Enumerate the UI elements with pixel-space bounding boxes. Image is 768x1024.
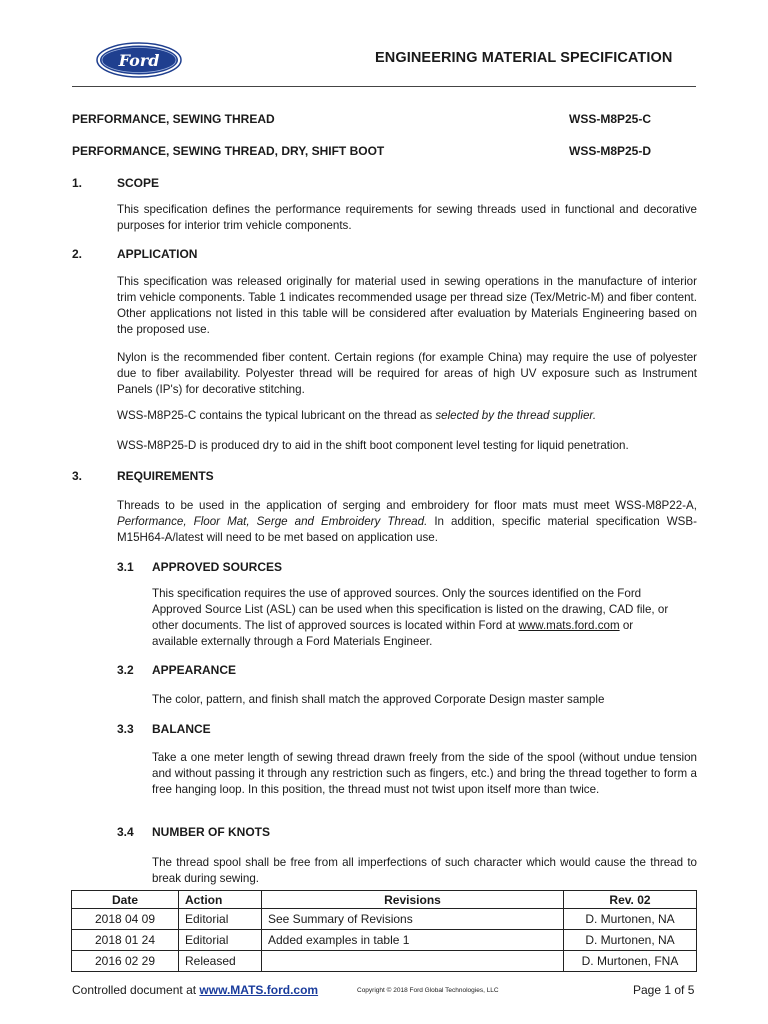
footer-controlled-prefix: Controlled document at: [72, 983, 200, 997]
section-title-scope: SCOPE: [117, 176, 160, 190]
application-paragraph-3: [117, 408, 697, 424]
section-title-application: APPLICATION: [117, 247, 198, 261]
subsection-number-approved-sources: 3.1: [117, 560, 134, 574]
header-date: Date: [72, 891, 179, 909]
spec-title-1: PERFORMANCE, SEWING THREAD: [72, 112, 275, 126]
table-row: [72, 951, 697, 972]
section-number-requirements: 3.: [72, 469, 83, 483]
header-revisions: Revisions: [262, 891, 564, 909]
requirements-text-post: In addition, specific material specification WSB-M15H64-A/latest will need to be met based on application use.: [117, 515, 697, 544]
subsection-title-approved-sources: APPROVED SOURCES: [152, 560, 283, 574]
knots-paragraph: The thread spool shall be free from all imperfections of such character which would cause the thread to break during sewing.: [152, 856, 697, 885]
application-paragraph-2: Nylon is the recommended fiber content. Certain regions (for example China) may require the use of polyester due to fiber availability. Polyester thread will be required for areas of high UV exposure such as Instrument Panels (IP's) for decorative stitching.: [117, 351, 697, 396]
subsection-number-balance: 3.3: [117, 722, 134, 736]
balance-paragraph: Take a one meter length of sewing thread drawn freely from the side of the spool (without undue tension and without passing it through any restriction such as fingers, etc.) and bring the thread together to form a free hanging loop. In this position, the thread must not twist upon itself more than twice.: [152, 751, 697, 796]
section-title-requirements: REQUIREMENTS: [117, 469, 214, 483]
footer-copyright: Copyright © 2018 Ford Global Technologies, LLC: [357, 987, 499, 994]
mats-link[interactable]: www.mats.ford.com: [518, 619, 620, 632]
row-author: D. Murtonen, NA: [564, 930, 697, 951]
application-paragraph-1: This specification was released originally for material used in sewing operations in the manufacture of interior trim vehicle components. Table 1 indicates recommended usage per thread size (Tex/Metric-M) and fiber content. Other applications not listed in this table will be considered after evaluation by Materials Engineering based on the proposed use.: [117, 275, 697, 336]
subsection-title-balance: BALANCE: [152, 722, 211, 736]
ford-logo: [96, 42, 182, 78]
row-author: D. Murtonen, FNA: [564, 951, 697, 972]
row-action: Editorial: [179, 909, 262, 930]
row-action: Editorial: [179, 930, 262, 951]
section-number-application: 2.: [72, 247, 83, 261]
subsection-number-appearance: 3.2: [117, 663, 134, 677]
footer-controlled-document: [72, 983, 318, 997]
subsection-title-appearance: APPEARANCE: [152, 663, 237, 677]
row-description: Added examples in table 1: [262, 930, 564, 951]
subsection-title-knots: NUMBER OF KNOTS: [152, 825, 270, 839]
header-rev: Rev. 02: [564, 891, 697, 909]
requirements-text-emphasis: Performance, Floor Mat, Serge and Embroidery Thread.: [117, 515, 428, 528]
header-divider: [72, 86, 696, 87]
section-number-scope: 1.: [72, 176, 83, 190]
requirements-paragraph: [117, 498, 697, 546]
row-date: 2018 01 24: [72, 930, 179, 951]
requirements-text-pre: Threads to be used in the application of serging and embroidery for floor mats must meet WSS-M8P22-A,: [117, 499, 697, 512]
ford-logo-text: Ford: [118, 51, 160, 70]
spec-title-2: PERFORMANCE, SEWING THREAD, DRY, SHIFT BOOT: [72, 144, 385, 158]
table-row: [72, 930, 697, 951]
row-action: Released: [179, 951, 262, 972]
row-date: 2016 02 29: [72, 951, 179, 972]
revision-table-header: [72, 891, 697, 909]
subsection-number-knots: 3.4: [117, 825, 134, 839]
table-row: [72, 909, 697, 930]
appearance-paragraph: The color, pattern, and finish shall match the approved Corporate Design master sample: [152, 693, 605, 706]
document-type-heading: ENGINEERING MATERIAL SPECIFICATION: [375, 50, 673, 66]
row-date: 2018 04 09: [72, 909, 179, 930]
footer-page-number: Page 1 of 5: [633, 983, 695, 997]
row-author: D. Murtonen, NA: [564, 909, 697, 930]
approved-sources-paragraph: [152, 586, 682, 650]
row-description: See Summary of Revisions: [262, 909, 564, 930]
scope-paragraph: This specification defines the performance requirements for sewing threads used in functional and decorative purposes for interior trim vehicle components.: [117, 203, 697, 232]
application-p3-emphasis: selected by the thread supplier.: [435, 409, 597, 422]
revision-table: [71, 890, 697, 972]
row-description: [262, 951, 564, 972]
header-action: Action: [179, 891, 262, 909]
footer-mats-link[interactable]: www.MATS.ford.com: [199, 983, 319, 997]
application-paragraph-4: WSS-M8P25-D is produced dry to aid in the shift boot component level testing for liquid penetration.: [117, 439, 629, 452]
approved-sources-text-post: or available externally through a Ford Materials Engineer.: [152, 619, 634, 648]
spec-code-1: WSS-M8P25-C: [569, 112, 652, 126]
approved-sources-text-pre: This specification requires the use of approved sources. Only the sources identified on the Ford Approved Source List (ASL) can be used when this specification is listed on the drawing, CAD file, or other documents. The list of approved sources is located within Ford at: [152, 587, 669, 632]
application-p3-text: WSS-M8P25-C contains the typical lubricant on the thread as: [117, 409, 436, 422]
spec-code-2: WSS-M8P25-D: [569, 144, 652, 158]
